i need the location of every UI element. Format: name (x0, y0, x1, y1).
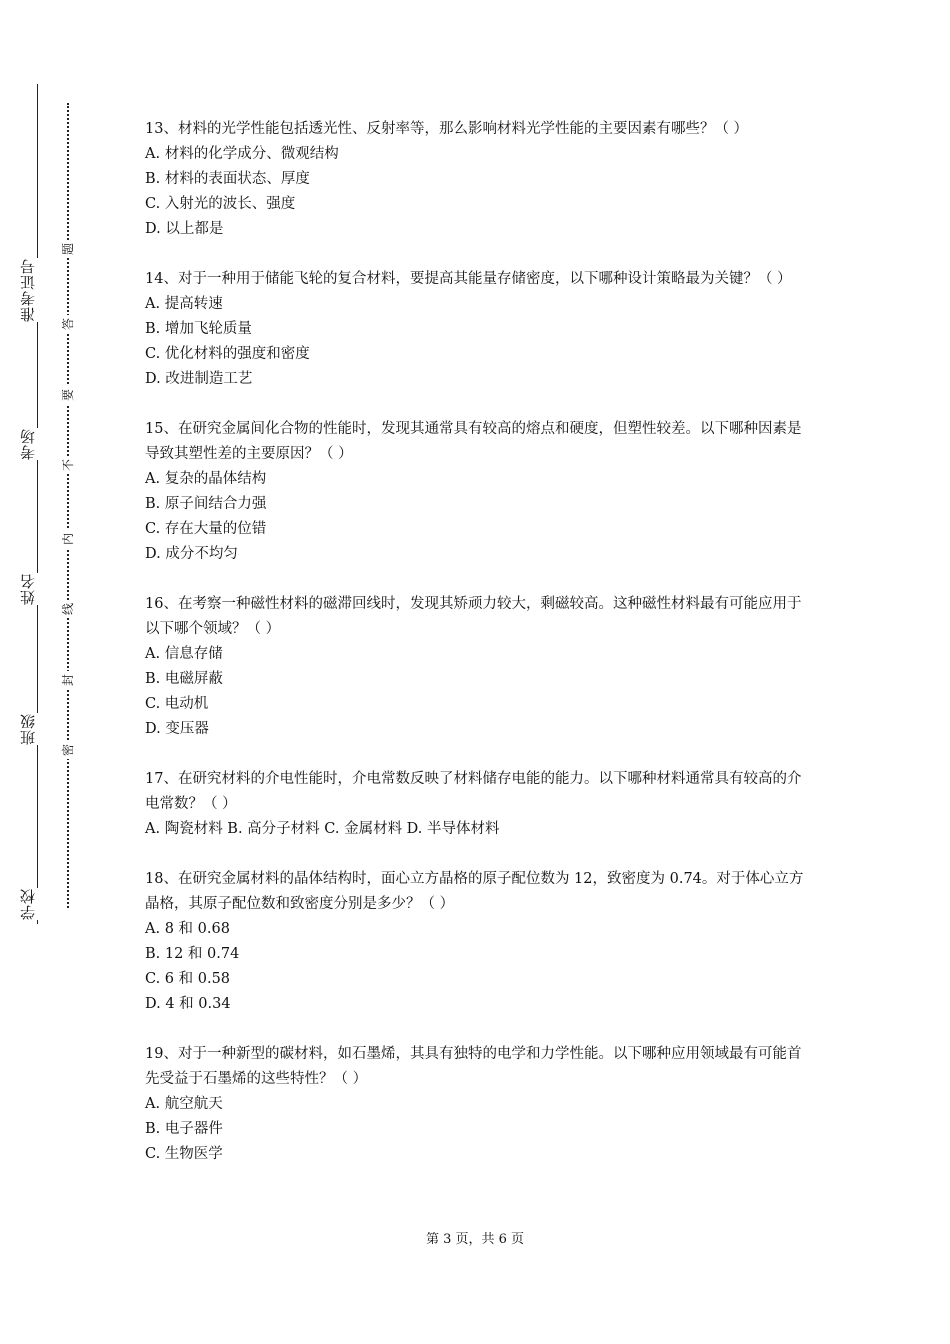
question-15 (145, 417, 810, 567)
option-d: D. 成分不均匀 (145, 546, 238, 562)
binding-strip (0, 0, 100, 1344)
school-label: 学校 (19, 888, 55, 920)
question-16 (145, 592, 810, 742)
option-a: A. 复杂的晶体结构 (145, 471, 267, 487)
name-label: 姓名 (19, 573, 55, 605)
option-a: A. 提高转速 (145, 296, 223, 312)
option-d: D. 改进制造工艺 (145, 371, 253, 387)
question-text: 17、在研究材料的介电性能时，介电常数反映了材料储存电能的能力。以下哪种材料通常具有较高的介电常数？（ ） (145, 771, 802, 812)
seal-char: 答 (61, 315, 75, 333)
option-c: C. 电动机 (145, 696, 209, 712)
option-c: C. 优化材料的强度和密度 (145, 346, 310, 362)
option-a: A. 航空航天 (145, 1096, 223, 1112)
option-a: A. 信息存储 (145, 646, 223, 662)
question-19 (145, 1042, 810, 1167)
question-text: 18、在研究金属材料的晶体结构时，面心立方晶格的原子配位数为 12，致密度为 0.74。对于体心立方晶格，其原子配位数和致密度分别是多少？（ ） (145, 871, 804, 912)
seal-char: 内 (61, 530, 75, 548)
question-text: 13、材料的光学性能包括透光性、反射率等，那么影响材料光学性能的主要因素有哪些？（ ） (145, 121, 749, 137)
exam-number-label: 准考证号 (19, 258, 55, 322)
seal-char: 不 (61, 456, 75, 474)
exam-room-label: 考场 (19, 428, 55, 460)
option-b: B. 增加飞轮质量 (145, 321, 252, 337)
seal-char: 题 (61, 240, 75, 258)
option-c: C. 存在大量的位错 (145, 521, 267, 537)
option-b: B. 电磁屏蔽 (145, 671, 223, 687)
question-18 (145, 867, 810, 1017)
question-17 (145, 767, 810, 842)
option-c: C. 入射光的波长、强度 (145, 196, 296, 212)
option-c: C. 6 和 0.58 (145, 971, 231, 987)
option-b: B. 原子间结合力强 (145, 496, 267, 512)
binding-solid-line (37, 84, 38, 924)
question-text: 15、在研究金属间化合物的性能时，发现其通常具有较高的熔点和硬度，但塑性较差。以下哪种因素是导致其塑性差的主要原因？（ ） (145, 421, 802, 462)
option-a: A. 材料的化学成分、微观结构 (145, 146, 339, 162)
page-footer: 第 3 页，共 6 页 (425, 1232, 525, 1247)
question-13 (145, 117, 810, 242)
seal-char: 线 (61, 600, 75, 618)
option-b: B. 12 和 0.74 (145, 946, 240, 962)
option-d: D. 4 和 0.34 (145, 996, 231, 1012)
question-list (145, 117, 810, 1192)
question-text: 16、在考察一种磁性材料的磁滞回线时，发现其矫顽力较大，剩磁较高。这种磁性材料最有可能应用于以下哪个领域？（ ） (145, 596, 802, 637)
option-b: B. 材料的表面状态、厚度 (145, 171, 310, 187)
class-label: 班级 (19, 713, 55, 745)
option-d: D. 以上都是 (145, 221, 224, 237)
option-c: C. 生物医学 (145, 1146, 223, 1162)
option-b: B. 电子器件 (145, 1121, 223, 1137)
option-d: D. 变压器 (145, 721, 209, 737)
options-inline: A. 陶瓷材料 B. 高分子材料 C. 金属材料 D. 半导体材料 (145, 821, 500, 837)
question-text: 19、对于一种新型的碳材料，如石墨烯，其具有独特的电学和力学性能。以下哪种应用领域最有可能首先受益于石墨烯的这些特性？（ ） (145, 1046, 802, 1087)
seal-char: 密 (61, 741, 75, 759)
question-14 (145, 267, 810, 392)
question-text: 14、对于一种用于储能飞轮的复合材料，要提高其能量存储密度，以下哪种设计策略最为关键？（ ） (145, 271, 792, 287)
option-a: A. 8 和 0.68 (145, 921, 230, 937)
seal-char: 封 (61, 671, 75, 689)
binding-dotted-line (67, 103, 69, 908)
seal-char: 要 (61, 386, 75, 404)
